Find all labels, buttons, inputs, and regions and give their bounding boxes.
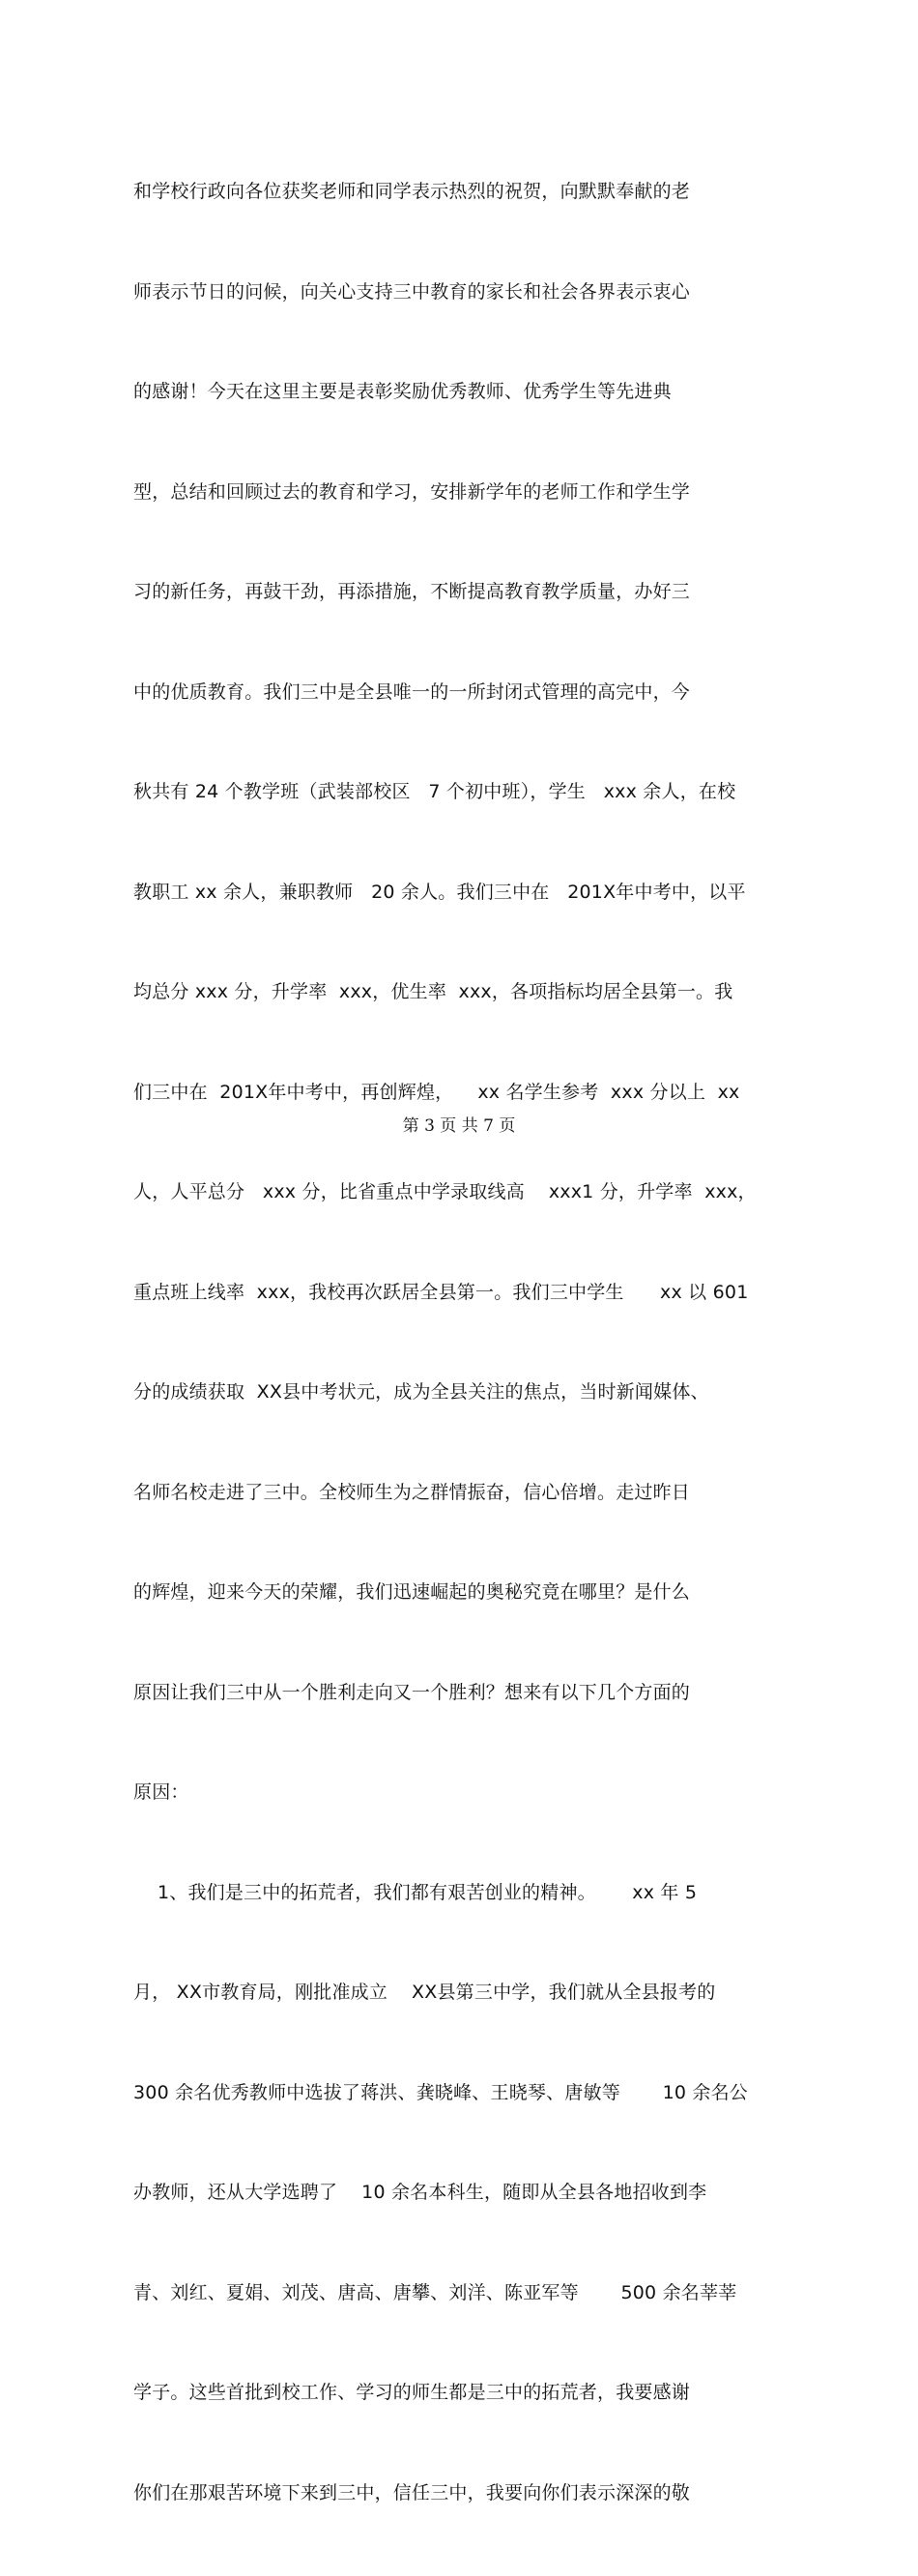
text-line: 师表示节日的问候，向关心支持三中教育的家长和社会各界表示衷心 — [133, 280, 691, 303]
text-line: 习的新任务，再鼓干劲，再添措施，不断提高教育教学质量，办好三 — [133, 581, 691, 602]
text-line: 300 余名优秀教师中选拔了蒋洪、龚晓峰、王晓琴、唐敏等 10 余名公 — [133, 2081, 748, 2103]
page-number: 第 3 页 共 7 页 — [402, 1116, 516, 1136]
text-line: 原因： — [133, 1781, 189, 1803]
document-body — [133, 108, 771, 2576]
text-line: 你们在那艰苦环境下来到三中，信任三中，我要向你们表示深深的敬 — [133, 2481, 691, 2504]
text-line: 型，总结和回顾过去的教育和学习，安排新学年的老师工作和学生学 — [133, 480, 691, 503]
text-line: 原因让我们三中从一个胜利走向又一个胜利？想来有以下几个方面的 — [133, 1681, 691, 1703]
text-line: 1、我们是三中的拓荒者，我们都有艰苦创业的精神。 xx 年 5 — [133, 1881, 698, 1903]
text-line: 们三中在 201X年中考中，再创辉煌， xx 名学生参考 xxx 分以上 xx — [133, 1081, 740, 1103]
text-line: 办教师，还从大学选聘了 10 余名本科生，随即从全县各地招收到李 — [133, 2182, 707, 2203]
text-line: 的感谢！今天在这里主要是表彰奖励优秀教师、优秀学生等先进典 — [133, 381, 672, 402]
text-line: 中的优质教育。我们三中是全县唯一的一所封闭式管理的高完中，今 — [133, 680, 691, 703]
text-line: 均总分 xxx 分，升学率 xxx，优生率 xxx，各项指标均居全县第一。我 — [133, 981, 733, 1002]
text-line: 人，人平总分 xxx 分，比省重点中学录取线高 xxx1 分，升学率 xxx， — [133, 1181, 757, 1202]
text-line: 名师名校走进了三中。全校师生为之群情振奋，信心倍增。走过昨日 — [133, 1481, 691, 1503]
text-line: 青、刘红、夏娟、刘茂、唐高、唐攀、刘洋、陈亚军等 500 余名莘莘 — [133, 2281, 737, 2303]
text-line: 秋共有 24 个教学班（武装部校区 7 个初中班），学生 xxx 余人，在校 — [133, 781, 736, 802]
text-line: 月， XX市教育局，刚批准成立 XX县第三中学，我们就从全县报考的 — [133, 1982, 716, 2003]
text-line: 教职工 xx 余人，兼职教师 20 余人。我们三中在 201X年中考中，以平 — [133, 881, 746, 903]
text-line: 和学校行政向各位获奖老师和同学表示热烈的祝贺，向默默奉献的老 — [133, 181, 691, 202]
text-line: 的辉煌，迎来今天的荣耀，我们迅速崛起的奥秘究竟在哪里？是什么 — [133, 1581, 691, 1603]
text-line: 学子。这些首批到校工作、学习的师生都是三中的拓荒者，我要感谢 — [133, 2382, 691, 2403]
text-line: 重点班上线率 xxx，我校再次跃居全县第一。我们三中学生 xx 以 601 — [133, 1281, 749, 1303]
text-line: 分的成绩获取 XX县中考状元，成为全县关注的焦点，当时新闻媒体、 — [133, 1381, 709, 1403]
